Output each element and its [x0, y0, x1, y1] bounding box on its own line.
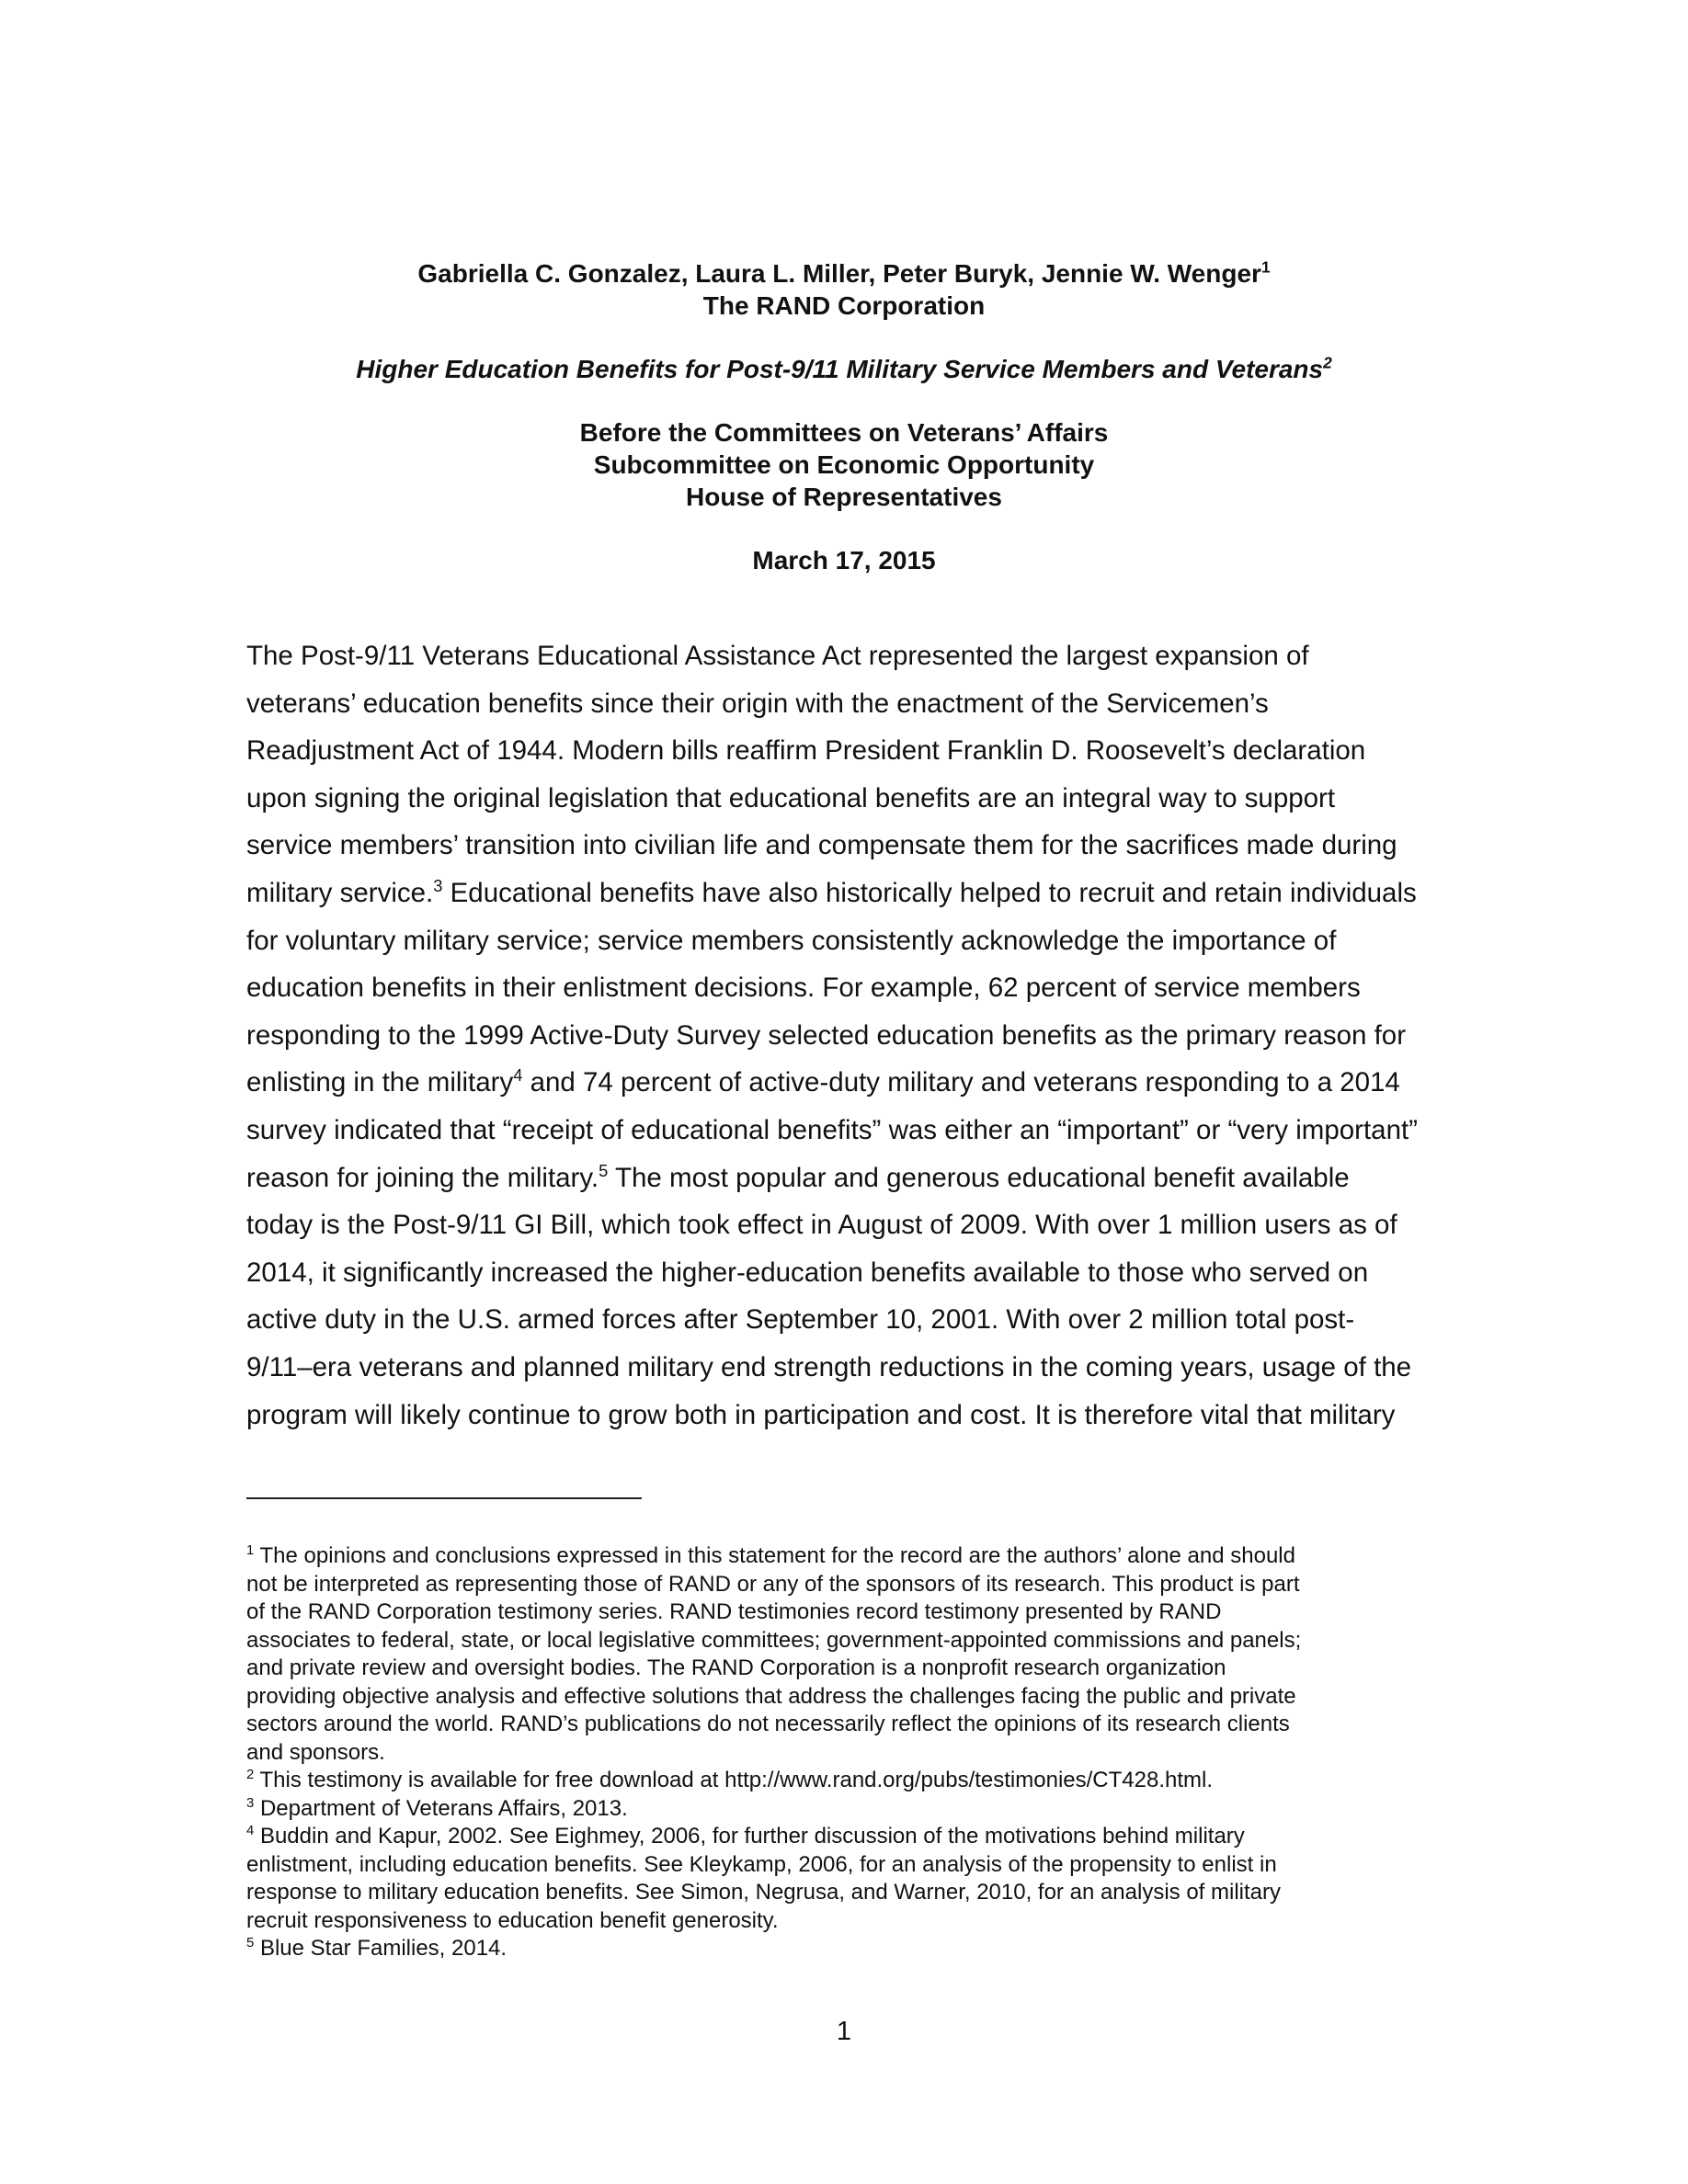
- body-text-segment: The most popular and generous educational benefit available: [608, 1162, 1350, 1193]
- body-text-segment: Educational benefits have also historically helped to recruit and retain individuals: [442, 877, 1417, 908]
- footnote-text: The opinions and conclusions expressed in this statement for the record are the authors’ alone and should: [254, 1543, 1295, 1568]
- organization: The RAND Corporation: [702, 291, 986, 320]
- footnote-4: [246, 1823, 1442, 1851]
- body-text-segment: military service.: [246, 877, 434, 908]
- footnote-text-line: not be interpreted as representing those of RAND or any of the sponsors of its research. This product is part: [246, 1571, 1300, 1597]
- body-text-segment: reason for joining the military.: [246, 1162, 599, 1193]
- body-line: education benefits in their enlistment decisions. For example, 62 percent of service members: [246, 973, 1361, 1004]
- body-text-segment: and 74 percent of active-duty military and veterans responding to a 2014: [522, 1067, 1400, 1098]
- body-line: [246, 1155, 1442, 1202]
- footnote-text-line: sectors around the world. RAND’s publications do not necessarily reflect the opinions of its research clients: [246, 1712, 1290, 1736]
- footnote-ref-4[interactable]: 4: [513, 1065, 523, 1086]
- footnote-number: 4: [246, 1824, 255, 1838]
- body-line: veterans’ education benefits since their origin with the enactment of the Servicemen’s: [246, 688, 1269, 719]
- footnote-1: [246, 1542, 1442, 1571]
- footnote-number: 2: [246, 1768, 255, 1782]
- footnote-divider: [246, 1497, 642, 1499]
- footnote-number: 5: [246, 1936, 255, 1951]
- footnote-text-line: response to military education benefits. See Simon, Negrusa, and Warner, 2010, for an analysis of military: [246, 1880, 1282, 1905]
- body-line: [246, 870, 1442, 917]
- footnote-ref-1[interactable]: 1: [1260, 257, 1271, 277]
- body-line: [246, 1059, 1442, 1107]
- body-line: today is the Post-9/11 GI Bill, which took effect in August of 2009. With over 1 million users as of: [246, 1210, 1397, 1241]
- footnote-text-line: enlistment, including education benefits. See Kleykamp, 2006, for an analysis of the propensity to enlist in: [246, 1851, 1277, 1877]
- body-paragraph: [246, 632, 1442, 1439]
- footnote-text-line: providing objective analysis and effective solutions that address the challenges facing the public and private: [246, 1683, 1296, 1709]
- footnote-link-text[interactable]: This testimony is available for free download at http://www.rand.org/pubs/testimonies/CT428.html.: [254, 1768, 1214, 1792]
- committee: Before the Committees on Veterans’ Affairs: [579, 418, 1109, 447]
- footnote-ref-5[interactable]: 5: [599, 1160, 609, 1180]
- house: House of Representatives: [686, 483, 1002, 511]
- body-line: program will likely continue to grow both in participation and cost. It is therefore vital that military: [246, 1399, 1396, 1430]
- footnote-text: Department of Veterans Affairs, 2013.: [254, 1795, 628, 1821]
- footnote-ref-3[interactable]: 3: [433, 876, 443, 896]
- footnote-text-line: of the RAND Corporation testimony series. RAND testimonies record testimony presented by RAND: [246, 1599, 1222, 1624]
- body-line: The Post-9/11 Veterans Educational Assistance Act represented the largest expansion of: [246, 641, 1309, 671]
- body-line: 2014, it significantly increased the higher-education benefits available to those who served on: [246, 1257, 1369, 1288]
- body-line: for voluntary military service; service members consistently acknowledge the importance of: [246, 925, 1337, 956]
- footnote-text-line: and sponsors.: [246, 1739, 385, 1765]
- footnote-text-line: and private review and oversight bodies. The RAND Corporation is a nonprofit research organization: [246, 1655, 1226, 1680]
- footnote-text: Buddin and Kapur, 2002. See Eighmey, 2006, for further discussion of the motivations behind military: [254, 1824, 1245, 1848]
- footnote-text: Blue Star Families, 2014.: [254, 1936, 508, 1961]
- footnotes: [246, 1542, 1442, 1963]
- footnote-number: 1: [246, 1543, 255, 1558]
- document-header: [246, 257, 1442, 576]
- body-line: responding to the 1999 Active-Duty Survey selected education benefits as the primary reason for: [246, 1019, 1407, 1051]
- authors: Gabriella C. Gonzalez, Laura L. Miller, Peter Buryk, Jennie W. Wenger: [417, 259, 1261, 288]
- body-line: active duty in the U.S. armed forces after September 10, 2001. With over 2 million total post-: [246, 1304, 1355, 1336]
- subcommittee: Subcommittee on Economic Opportunity: [593, 450, 1095, 479]
- body-line: upon signing the original legislation that educational benefits are an integral way to support: [246, 782, 1336, 813]
- body-line: service members’ transition into civilian life and compensate them for the sacrifices made during: [246, 830, 1397, 861]
- footnote-5: [246, 1935, 1442, 1963]
- body-line: Readjustment Act of 1944. Modern bills reaffirm President Franklin D. Roosevelt’s declaration: [246, 735, 1366, 767]
- footnote-text-line: associates to federal, state, or local legislative committees; government-appointed commissions and panels;: [246, 1627, 1302, 1653]
- page-number: 1: [836, 2017, 852, 2046]
- footnote-2: [246, 1767, 1442, 1795]
- body-text-segment: enlisting in the military: [246, 1067, 514, 1098]
- testimony-title-line: [246, 353, 1442, 385]
- testimony-date: March 17, 2015: [752, 546, 936, 574]
- footnote-3: [246, 1795, 1442, 1824]
- footnote-text-line: recruit responsiveness to education benefit generosity.: [246, 1907, 779, 1933]
- footnote-number: 3: [246, 1795, 255, 1811]
- testimony-title: Higher Education Benefits for Post-9/11 Military Service Members and Veterans: [356, 355, 1324, 383]
- authors-line: [246, 257, 1442, 290]
- footnote-ref-2[interactable]: 2: [1323, 353, 1332, 372]
- body-line: survey indicated that “receipt of educational benefits” was either an “important” or “very important”: [246, 1114, 1419, 1145]
- body-line: 9/11–era veterans and planned military end strength reductions in the coming years, usage of the: [246, 1351, 1412, 1382]
